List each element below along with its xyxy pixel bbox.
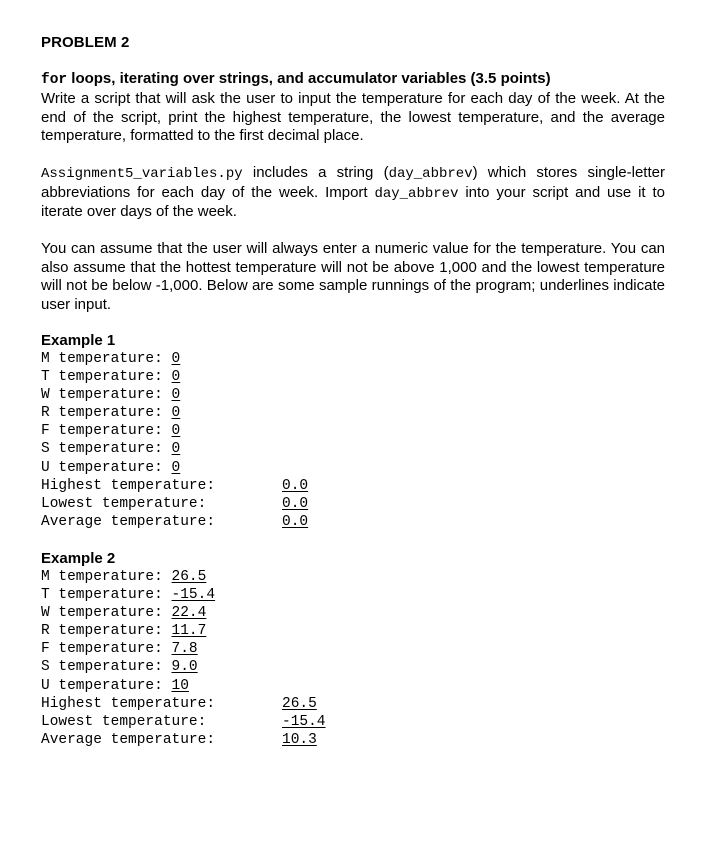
prompt-text: W temperature:	[41, 387, 172, 404]
result-line	[41, 695, 317, 713]
example-line	[41, 568, 215, 586]
prompt-text: S temperature:	[41, 659, 172, 676]
example-line	[41, 404, 215, 422]
prompt-text: M temperature:	[41, 569, 172, 585]
result-line	[41, 477, 309, 495]
example-line	[41, 368, 215, 386]
import-text-2: ) which stores single-letter abbreviations for each day of the week. Import	[41, 164, 665, 201]
result-line	[41, 513, 309, 531]
result-label: Lowest temperature:	[41, 495, 207, 512]
variable-code: day_abbrev	[388, 166, 473, 182]
result-value: 0.0	[282, 495, 309, 512]
result-label: Highest temperature:	[41, 477, 216, 494]
result-value: 0.0	[282, 477, 309, 494]
example-line	[41, 677, 215, 695]
result-value: 0.0	[282, 513, 309, 530]
user-input: 0	[171, 423, 181, 440]
user-input: 0	[171, 387, 181, 404]
user-input: 0	[171, 351, 181, 367]
variable-code-2: day_abbrev	[374, 185, 459, 202]
result-line	[41, 495, 309, 513]
prompt-text: R temperature:	[41, 405, 172, 422]
prompt-text: F temperature:	[41, 641, 172, 658]
example-line	[41, 658, 215, 676]
import-text-1: includes a string (	[242, 164, 389, 181]
result-value: 10.3	[282, 731, 317, 748]
user-input: 0	[171, 405, 181, 422]
example-line	[41, 622, 215, 640]
user-input: 11.7	[171, 623, 207, 640]
heading-code: for	[41, 72, 68, 88]
result-label: Average temperature:	[41, 513, 216, 530]
example-2-title: Example 2	[41, 550, 116, 567]
prompt-text: R temperature:	[41, 623, 172, 640]
problem-title: PROBLEM 2	[41, 34, 130, 51]
example-line	[41, 422, 215, 440]
prompt-text: T temperature:	[41, 587, 172, 604]
user-input: 0	[171, 459, 181, 476]
result-label: Lowest temperature:	[41, 713, 207, 730]
example-line	[41, 350, 215, 368]
example-1-output	[41, 350, 309, 531]
prompt-text: S temperature:	[41, 441, 172, 458]
user-input: 9.0	[171, 659, 198, 676]
user-input: -15.4	[171, 587, 216, 604]
heading-text: loops, iterating over strings, and accumulator variables (3.5 points)	[67, 70, 551, 87]
user-input: 0	[171, 369, 181, 386]
result-line	[41, 731, 317, 749]
example-1-title: Example 1	[41, 332, 116, 349]
result-label: Average temperature:	[41, 731, 216, 748]
prompt-text: U temperature:	[41, 459, 172, 476]
example-line	[41, 440, 215, 458]
example-line	[41, 640, 215, 658]
prompt-text: T temperature:	[41, 369, 172, 386]
instructions-paragraph: Write a script that will ask the user to input the temperature for each day of the week. At the end of the script, print the highest temperature, the lowest temperature, and the average temperature, formatted to the first decimal place.	[41, 90, 665, 144]
result-value: 26.5	[282, 695, 317, 712]
filename-code: Assignment5_variables.py	[41, 166, 243, 182]
prompt-text: M temperature:	[41, 351, 172, 367]
example-2-output	[41, 568, 326, 749]
import-text-3: into your script and use it to iterate over days of the week.	[41, 183, 665, 220]
user-input: 10	[171, 677, 189, 694]
user-input: 7.8	[171, 641, 198, 658]
prompt-text: F temperature:	[41, 423, 172, 440]
assumptions-paragraph: You can assume that the user will always enter a numeric value for the temperature. You can also assume that the hottest temperature will not be above 1,000 and the lowest temperature will not be below -1,000. Below are some sample runnings of the program; underlines indicate user input.	[41, 240, 665, 313]
result-label: Highest temperature:	[41, 695, 216, 712]
user-input: 26.5	[171, 569, 207, 585]
user-input: 0	[171, 441, 181, 458]
example-line	[41, 586, 215, 604]
prompt-text: U temperature:	[41, 677, 172, 694]
prompt-text: W temperature:	[41, 605, 172, 622]
example-line	[41, 459, 215, 477]
user-input: 22.4	[171, 605, 207, 622]
import-paragraph	[41, 164, 665, 222]
result-line	[41, 713, 326, 731]
result-value: -15.4	[282, 713, 326, 730]
section-heading	[41, 70, 551, 88]
example-line	[41, 604, 215, 622]
example-line	[41, 386, 215, 404]
